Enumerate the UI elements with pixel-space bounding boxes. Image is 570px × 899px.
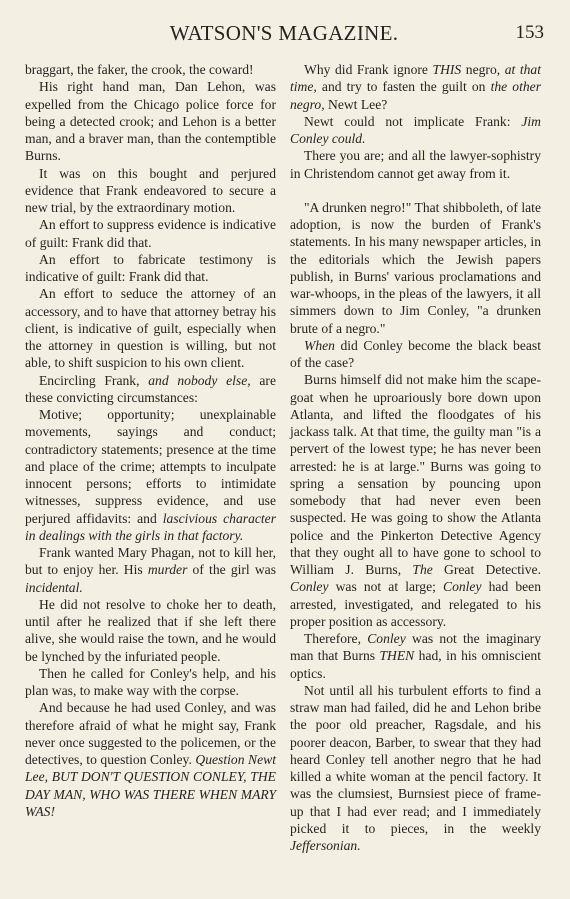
text-run: He did not resolve to choke her to death, until after he realized that if she left there alive, she would raise the town, and he would be lynched by the infuriated people. (25, 596, 276, 664)
paragraph (290, 371, 541, 630)
text-run: Why did Frank ignore (304, 62, 433, 77)
text-run: Burns himself did not make him the scape-goat when he uproariously bore down upon Atlanta, and lifted the floodgates of his jackass talk. At that time, the guilty man "is a pervert of the lowest type; he has never been arrested: he is at large." Burns was going to spring a sensation by pouncing upon somebody that had never even been suspected. He was going to show the Atlanta police and the Pinkerton Detective Agency that they ought all to have gone to school to William J. Burns, (290, 372, 541, 577)
italic-text: Conley (290, 579, 329, 595)
text-run: Great Detective. (432, 562, 541, 577)
italic-text: THEN (379, 648, 415, 664)
paragraph (290, 113, 541, 148)
running-title: WATSON'S MAGAZINE. (169, 21, 399, 45)
text-run: It was on this bought and perjured evidence that Frank endeavored to secure a new trial, by the extraordinary motion. (25, 165, 276, 215)
paragraph (25, 285, 276, 371)
text-run: was not the imaginary man that Burns (290, 631, 541, 664)
text-run: Newt Lee? (324, 96, 388, 112)
text-run: did Conley become the black beast of the case? (290, 337, 541, 370)
paragraph (25, 544, 276, 596)
paragraph (25, 78, 276, 164)
text-run: Encircling Frank, (39, 372, 149, 388)
text-run: An effort to suppress evidence is indicative of guilt: Frank did that. (25, 217, 276, 250)
paragraph (25, 699, 276, 820)
italic-text: Conley (367, 631, 406, 646)
italic-text: and nobody else, (148, 372, 251, 388)
text-run: Therefore, (304, 631, 368, 646)
italic-text: When (304, 337, 335, 353)
text-run: was not at large; (328, 579, 443, 595)
text-run: Newt could not implicate Frank: (304, 113, 522, 129)
left-column (25, 61, 276, 820)
paragraph (290, 337, 541, 372)
paragraph (25, 596, 276, 665)
paragraph (25, 372, 276, 407)
right-column (290, 61, 541, 854)
page-header (24, 20, 544, 46)
italic-text: lascivious character in dealings with the girls in that factory. (25, 510, 276, 543)
paragraph (290, 682, 541, 855)
italic-text: Jeffersonian. (290, 838, 361, 853)
text-run: His right hand man, Dan Lehon, was expelled from the Chicago police force for being a detected crook; and Lehon is a better man, and a braver man, than the contemptible Burns. (25, 79, 276, 164)
text-run: and try to fasten the guilt on (316, 79, 491, 95)
text-run: Then he called for Conley's help, and his plan was, to make way with the corpse. (25, 665, 276, 698)
text-run: negro, (461, 62, 505, 77)
text-run: Frank wanted Mary Phagan, not to kill her, but to enjoy her. His (25, 545, 276, 578)
italic-text: at that time, (290, 62, 541, 95)
italic-text: Question Newt Lee, BUT DON'T QUESTION CONLEY, THE DAY MAN, WHO WAS THERE WHEN MARY WAS! (25, 752, 276, 819)
text-run: There you are; and all the lawyer-sophistry in Christendom cannot get away from it. (290, 148, 541, 181)
italic-text: THIS (432, 62, 462, 77)
text-run: are these convicting circumstances: (25, 372, 276, 405)
paragraph (290, 199, 541, 337)
text-run: An effort to fabricate testimony is indicative of guilt: Frank did that. (25, 251, 276, 284)
text-run: of the girl was (187, 562, 276, 578)
italic-text: The (412, 562, 433, 577)
text-run: Motive; opportunity; unexplainable movements, sayings and conduct; contradictory statements; presence at the time and place of the crime; attempts to inculpate innocent persons; efforts to intimidate witnesses, suppress evidence, and use perjured affidavits: and (25, 407, 276, 526)
text-run: And because he had used Conley, and was therefore afraid of what he might say, Frank never once suggested to the policemen, or the detectives, to question Conley. (25, 700, 276, 767)
text-run: had, in his omniscient optics. (290, 648, 541, 681)
paragraph (25, 665, 276, 700)
page-number: 153 (515, 22, 544, 43)
text-run: braggart, the faker, the crook, the coward! (25, 62, 254, 77)
italic-text: the other negro, (290, 79, 542, 112)
paragraph (290, 630, 541, 682)
italic-text: incidental. (25, 579, 83, 595)
italic-text: Jim Conley could. (290, 113, 541, 146)
italic-text: Conley (443, 579, 482, 595)
paragraph (290, 61, 541, 113)
text-run: "A drunken negro!" That shibboleth, of late adoption, is now the burden of Frank's statements. In his many newspaper articles, in the editorials which the Jewish papers publish, in Burns' various proclamations and war-whoops, in the pleas of the lawyers, it all simmers down to Jim Conley, "a drunken brute of a negro." (290, 199, 541, 336)
paragraph (25, 216, 276, 251)
text-run: Not until all his turbulent efforts to find a straw man had failed, did he and Lehon bribe the poor old preacher, Ragsdale, and his poorer deacon, Barber, to swear that they had heard Conley tell another negro that he had killed a white woman at the pencil factory. It was the clumsiest, Burnsiest piece of frame-up that I had ever read; and I immediately picked it to pieces, in the weekly (290, 682, 541, 836)
italic-text: murder (147, 562, 188, 578)
paragraph (25, 61, 276, 78)
text-run: had been arrested, investigated, and relegated to his proper position as accessory. (290, 579, 541, 629)
paragraph (25, 406, 276, 544)
paragraph (290, 147, 541, 182)
paragraph (25, 165, 276, 217)
text-run: An effort to seduce the attorney of an accessory, and to have that attorney betray his client, is indicative of guilt, especially when the attorney in question is willing, but not able, to shift suspicion to his own client. (25, 286, 276, 371)
paragraph (25, 251, 276, 286)
